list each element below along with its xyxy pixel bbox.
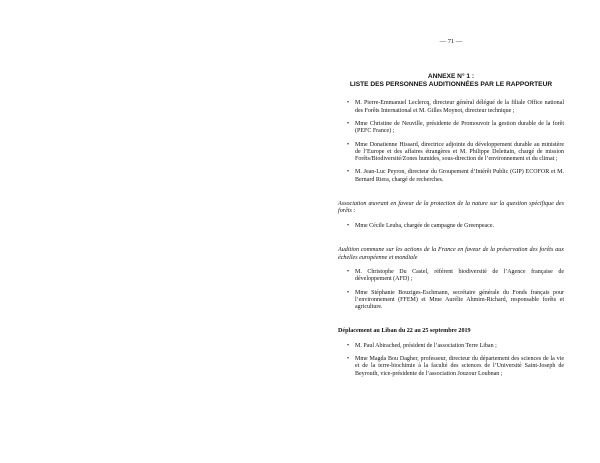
section-list [338,269,564,311]
section-ngo [338,201,564,230]
page-number: — 71 — [439,38,463,45]
section-heading: Association œuvrant en faveur de la protection de la nature sur la question spécifique des forêts : [338,201,564,215]
list-item: • Mme Donatienne Hissard, directrice adjointe du développement durable au ministère de l’Europe et des affaires étrangères et M. Philippe Delettain, chargé de mission Forêts/Biodiversité/Zones humides, sous-direction de l’environnement et du climat ; [338,142,564,164]
annex-title-line-2: LISTE DES PERSONNES AUDITIONNÉES PAR LE RAPPORTEUR [349,81,553,89]
annex-title-line-1: ANNEXE N° 1 : [427,73,475,80]
list-item: • M. Pierre-Emmanuel Leclercq, directeur général délégué de la filiale Office national des Forêts International et M. Gilles Moynot, directeur technique ; [338,100,564,115]
list-item: • Mme Magda Bou Dagher, professeur, directeur du département des sciences de la vie et de la terre-biochimie à la faculté des sciences de l’Université Saint-Joseph de Beyrouth, vice-présidente de l’association Jouzour Loubnan ; [338,356,564,378]
list-item: • Mme Christine de Neuville, présidente de Promouvoir la gestion durable de la forêt (PEFC France) ; [338,121,564,136]
trip-list [338,343,564,378]
list-item: • Mme Cécile Leuba, chargée de campagne de Greenpeace. [338,223,564,230]
intro-list [338,100,564,184]
list-item: • M. Christophe Du Castel, référent biodiversité de l’Agence française de développement (AFD) ; [338,269,564,284]
section-joint-hearing [338,247,564,311]
section-trip-lebanon [338,328,564,378]
list-item: • M. Paul Abirached, président de l’association Terre Liban ; [338,343,564,350]
section-list [338,223,564,230]
list-item: • Mme Stéphanie Bouziges-Eschmann, secrétaire générale du Fonds français pour l’environnement (FFEM) et Mme Aurélie Ahmim-Richard, responsable forêts et agriculture. [338,290,564,312]
list-item: • M. Jean-Luc Peyron, directeur du Groupement d’Intérêt Public (GIP) ECOFOR et M. Bernard Riera, chargé de recherches. [338,169,564,184]
section-heading: Audition commune sur les actions de la France en faveur de la préservation des forêts aux échelles européenne et mondiale [338,247,564,261]
annex-title [338,73,564,89]
trip-heading: Déplacement au Liban du 22 au 25 septembre 2019 [338,328,471,335]
document-page [338,38,564,384]
